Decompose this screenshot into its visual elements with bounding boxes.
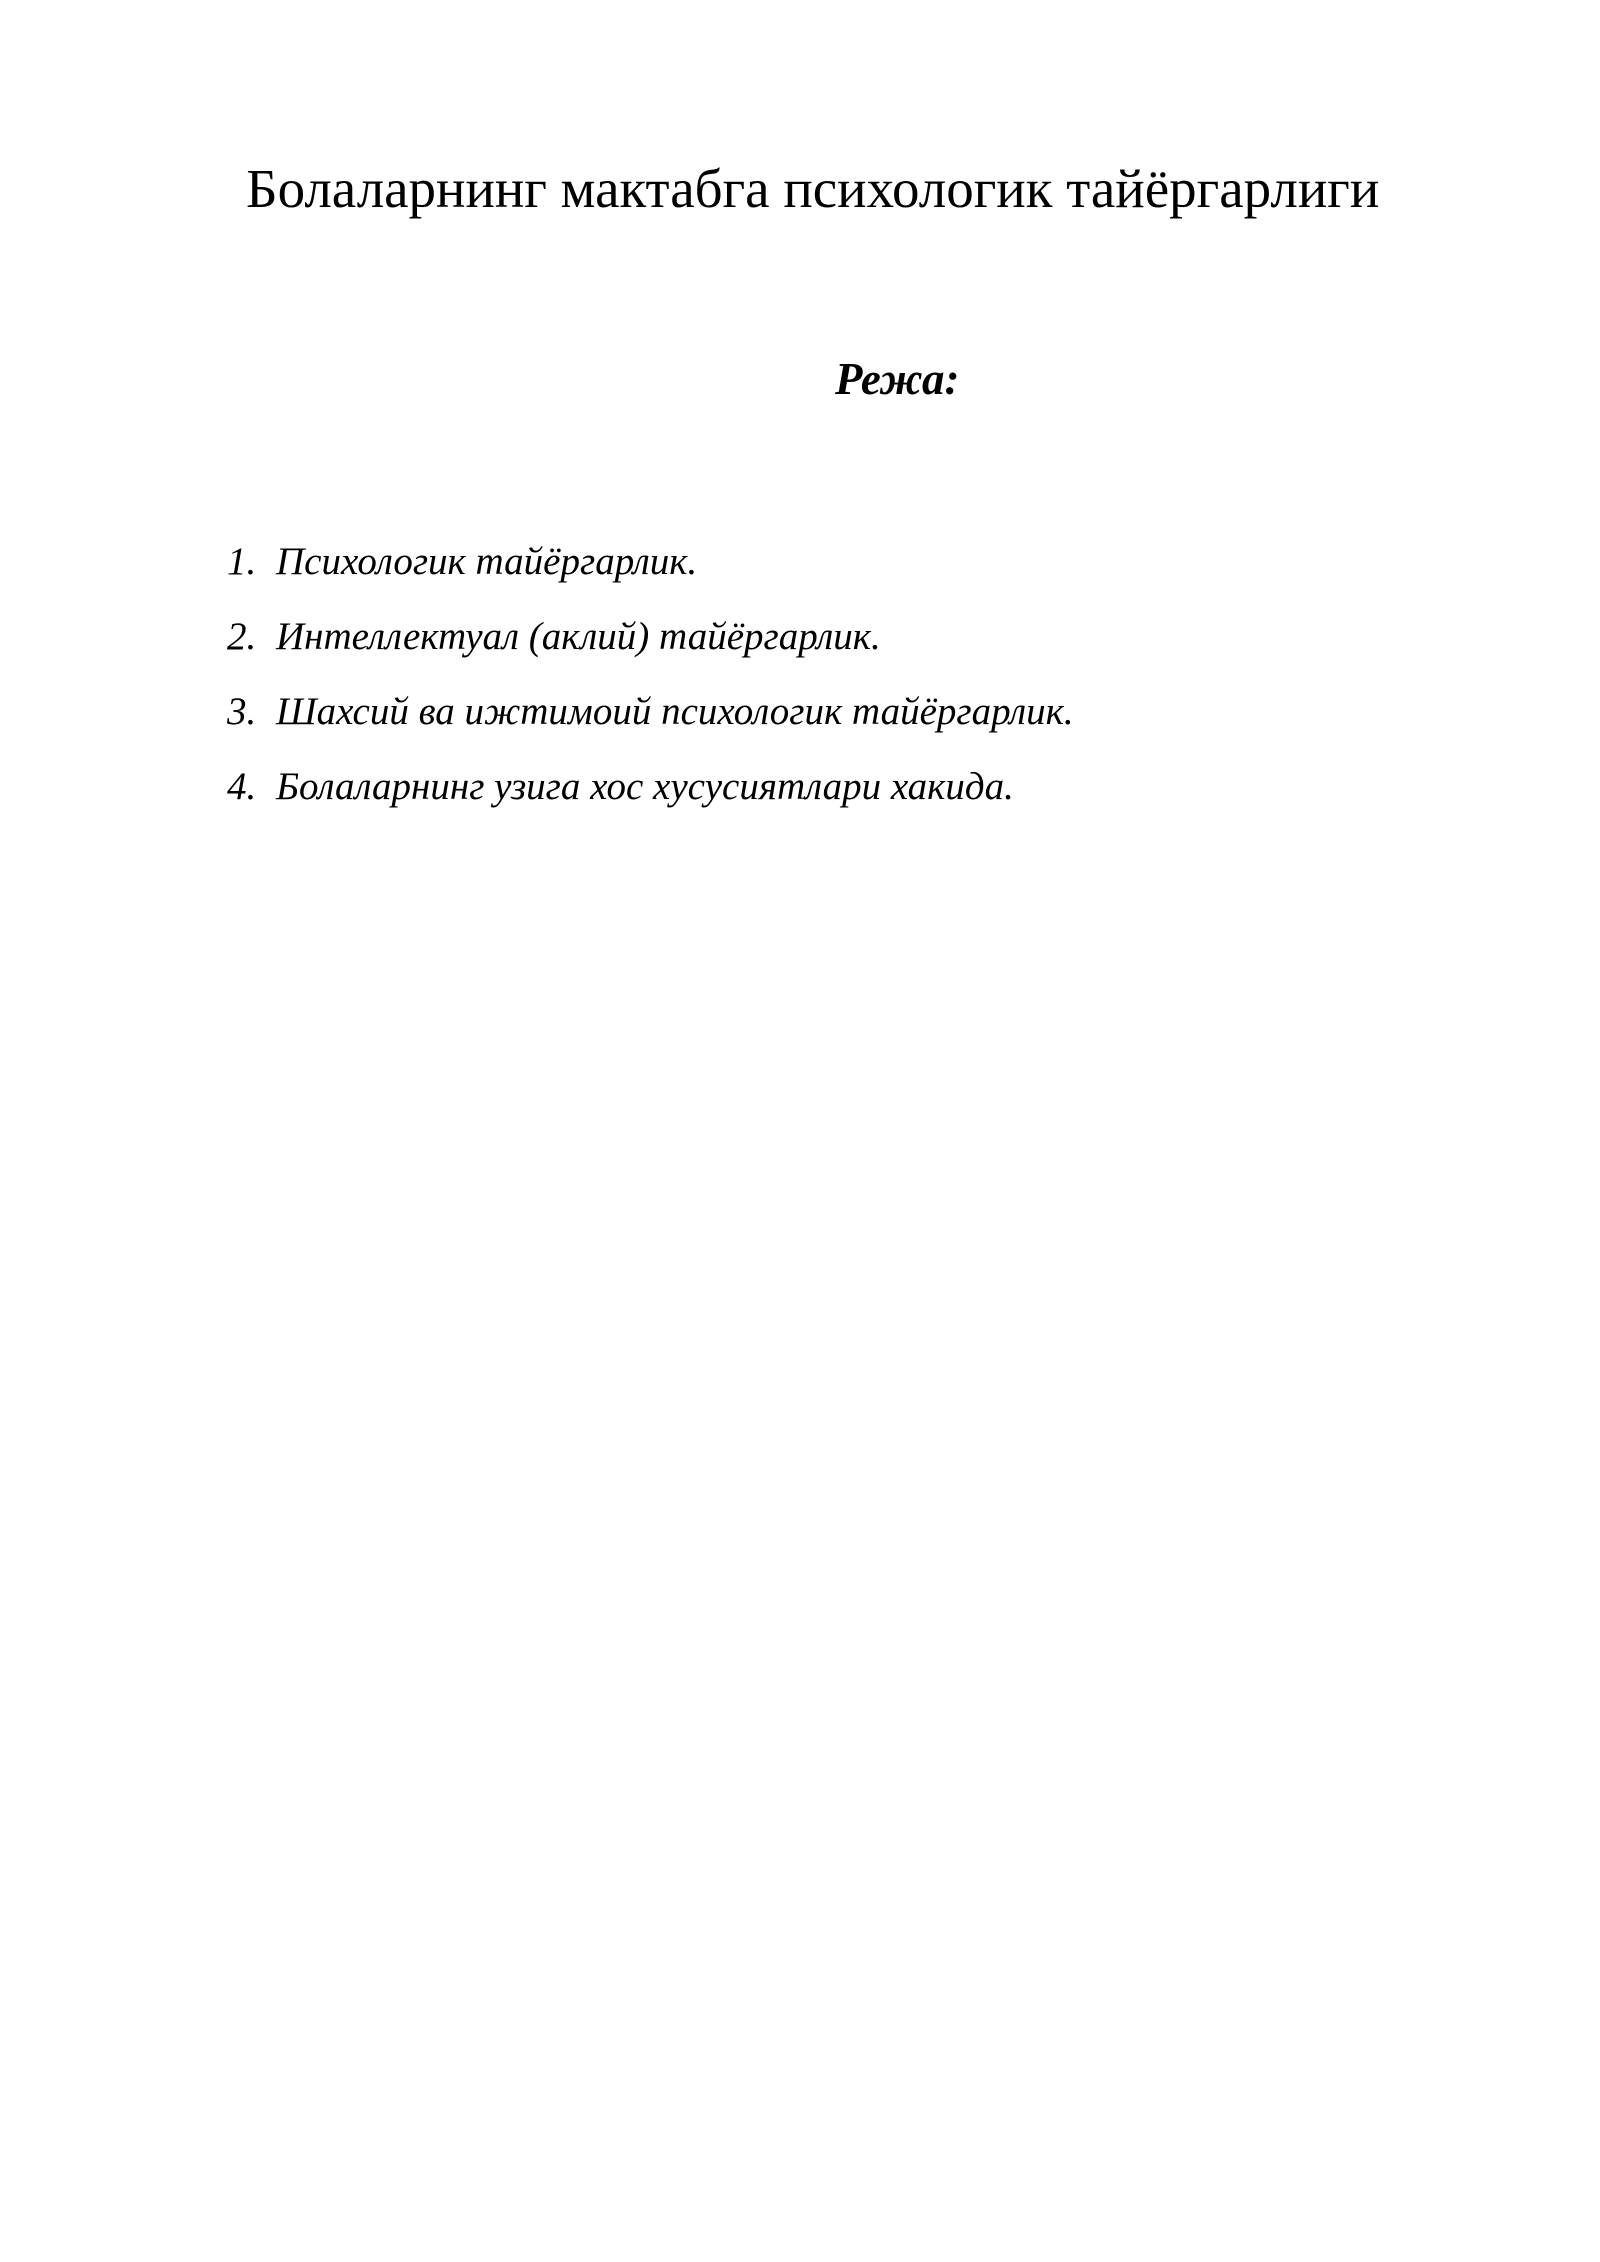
plan-item-text: Интеллектуал (аклий) тайёргарлик. — [276, 615, 881, 658]
plan-item-text: Психологик тайёргарлик. — [276, 540, 698, 583]
plan-item — [227, 607, 1074, 682]
plan-item-text: Болаларнинг узига хос хусусиятлари хакида. — [276, 765, 1014, 808]
plan-item-number: 1. — [227, 540, 257, 583]
document-title: Болаларнинг мактабга психологик тайёргарлиги — [246, 158, 1380, 219]
plan-heading: Режа: — [835, 354, 960, 404]
plan-item-number: 4. — [227, 765, 257, 808]
plan-item-number: 2. — [227, 615, 257, 658]
plan-list — [227, 532, 1074, 832]
plan-item — [227, 532, 1074, 607]
plan-item-text: Шахсий ва ижтимоий психологик тайёргарлик. — [276, 690, 1074, 733]
plan-item — [227, 757, 1074, 832]
plan-item — [227, 682, 1074, 757]
plan-item-number: 3. — [227, 690, 257, 733]
